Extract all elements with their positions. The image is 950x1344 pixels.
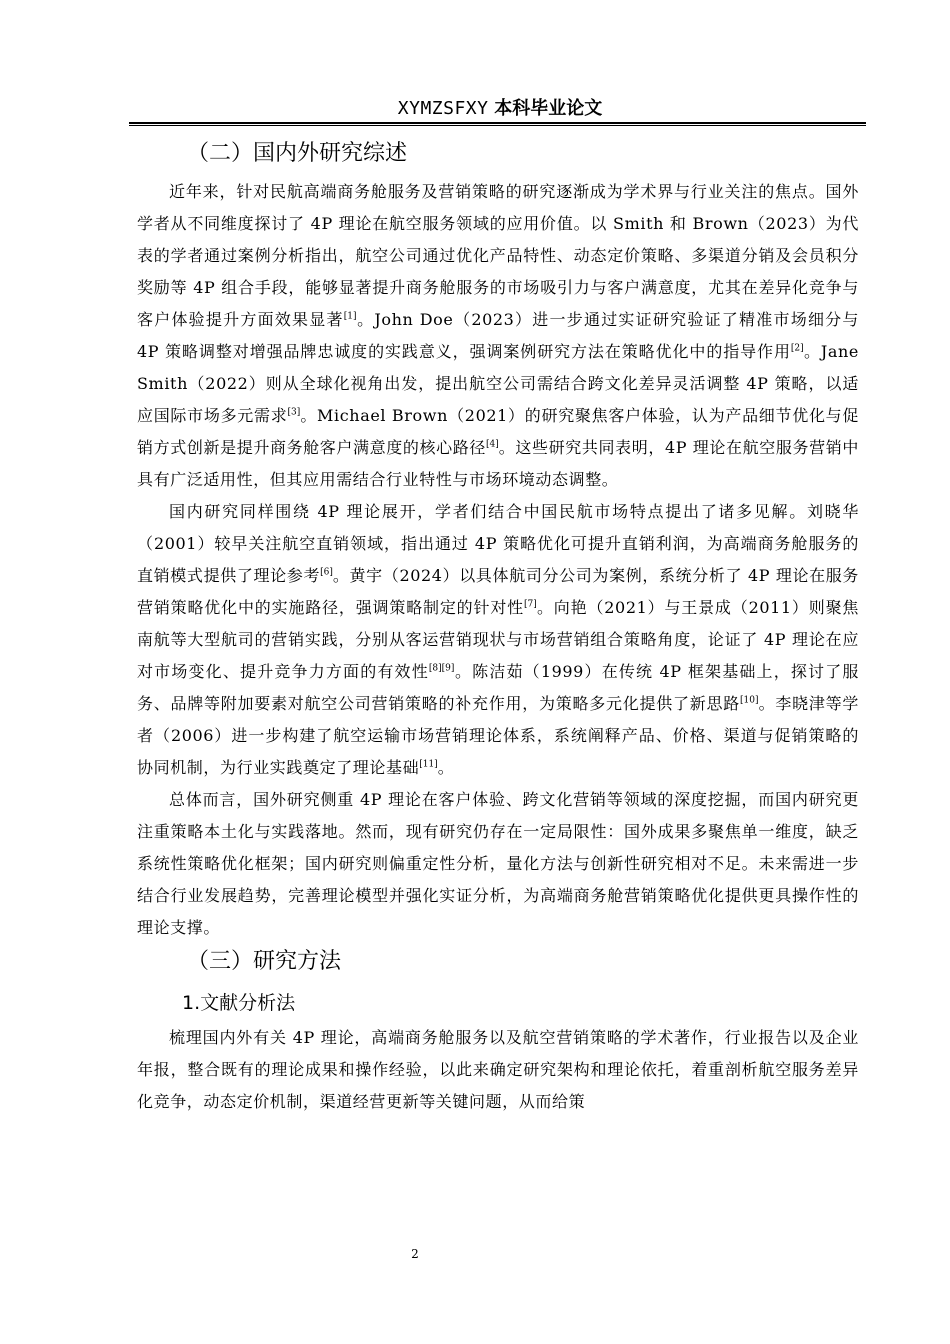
paragraph-domestic-research [137,496,859,784]
citation-ref: [2] [790,343,804,354]
paragraph-text: 。Michael Brown（2021）的研究聚焦客户体验，认为产品细节优化与促销方式创新是提升商务舱客户满意度的核心路径 [137,406,859,457]
running-header [135,96,865,122]
citation-ref: [4] [486,439,499,450]
header-code: XYMZSFXY [397,98,489,119]
paragraph-text: 。这些研究共同表明，4P 理论在航空服务营销中具有广泛适用性，但其应用需结合行业特性与市场环境动态调整。 [137,438,859,489]
header-title: 本科毕业论文 [494,98,603,119]
citation-ref: [8][9] [428,663,455,674]
citation-ref: [1] [343,311,357,322]
paragraph-text: 。陈洁茹（1999）在传统 4P 框架基础上，探讨了服务、品牌等附加要素对航空公司营销策略的补充作用，为策略多元化提供了新思路 [137,662,859,713]
citation-ref: [7] [524,599,537,610]
paragraph-text: 。李晓津等学者（2006）进一步构建了航空运输市场营销理论体系，系统阐释产品、价格、渠道与促销策略的协同机制，为行业实践奠定了理论基础 [137,694,859,777]
paragraph-text: 。黄宇（2024）以具体航司分公司为案例，系统分析了 4P 理论在服务营销策略优化中的实施路径，强调策略制定的针对性 [137,566,859,617]
page-number: 2 [411,1247,419,1261]
paragraph-text: 。 [437,758,455,777]
paragraph-text: 。向艳（2021）与王景成（2011）则聚焦南航等大型航司的营销实践，分别从客运营销现状与市场营销组合策略角度，论证了 4P 理论在应对市场变化、提升竞争力方面的有效性 [137,598,859,681]
subsection-heading-literature-analysis: 1.文献分析法 [182,992,296,1014]
paragraph-literature-analysis: 梳理国内外有关 4P 理论，高端商务舱服务以及航空营销策略的学术著作，行业报告以及企业年报，整合既有的理论成果和操作经验，以此来确定研究架构和理论依托，着重剖析航空服务差异化竞争，动态定价机制，渠道经营更新等关键问题，从而给策 [137,1028,859,1111]
header-rule [129,122,866,126]
section-heading-review: （二）国内外研究综述 [187,141,408,166]
paragraph-foreign-research [137,176,859,496]
citation-ref: [6] [320,567,333,578]
page-content [137,136,859,1118]
paragraph-text: 。John Doe（2023）进一步通过实证研究验证了精准市场细分与 4P 策略调整对增强品牌忠诚度的实践意义，强调案例研究方法在策略优化中的指导作用 [137,310,860,361]
paragraph-text: 。Jane Smith（2022）则从全球化视角出发，提出航空公司需结合跨文化差异灵活调整 4P 策略，以适应国际市场多元需求 [137,342,859,425]
section-heading-methods: （三）研究方法 [187,949,342,974]
citation-ref: [3] [287,407,301,418]
paragraph-text: 近年来，针对民航高端商务舱服务及营销策略的研究逐渐成为学术界与行业关注的焦点。国外学者从不同维度探讨了 4P 理论在航空服务领域的应用价值。以 Smith 和 Brown（2023）为代表的学者通过案例分析指出，航空公司通过优化产品特性、动态定价策略、多渠道分销及会员积分奖励等 4P 组合手段，能够显著提升商务舱服务的市场吸引力与客户满意度，尤其在差异化竞争与客户体验提升方面效果显著 [137,182,859,329]
citation-ref: [11] [419,759,438,770]
paragraph-summary: 总体而言，国外研究侧重 4P 理论在客户体验、跨文化营销等领域的深度挖掘，而国内研究更注重策略本土化与实践落地。然而，现有研究仍存在一定局限性：国外成果多聚焦单一维度，缺乏系统性策略优化框架；国内研究则偏重定性分析，量化方法与创新性研究相对不足。未来需进一步结合行业发展趋势，完善理论模型并强化实证分析，为高端商务舱营销策略优化提供更具操作性的理论支撑。 [137,790,859,937]
paragraph-text: 国内研究同样围绕 4P 理论展开，学者们结合中国民航市场特点提出了诸多见解。刘晓华（2001）较早关注航空直销领域，指出通过 4P 策略优化可提升直销利润，为高端商务舱服务的直销模式提供了理论参考 [137,502,859,585]
citation-ref: [10] [740,695,759,706]
